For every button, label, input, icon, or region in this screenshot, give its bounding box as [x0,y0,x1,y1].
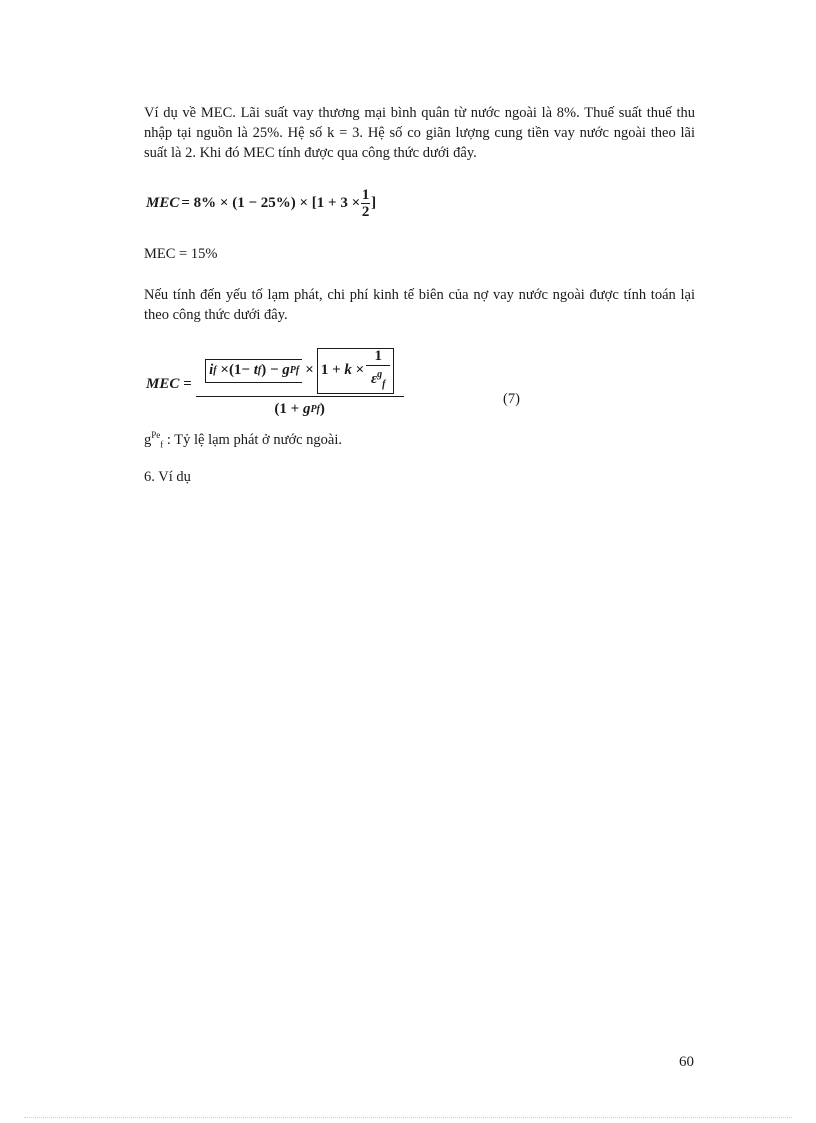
equation2-fraction [196,346,404,423]
def-symbol-sub: f [160,439,164,450]
def-symbol-sup: Pe [151,430,161,440]
section-heading: 6. Ví dụ [144,469,191,485]
equation2-lhs: MEC = [146,375,192,392]
inflation-paragraph: Nếu tính đến yếu tố lạm phát, chi phí kinh tế biên của nợ vay nước ngoài được tính toán lại theo công thức dưới đây. [144,287,695,323]
page-number: 60 [679,1054,694,1070]
equation-body: = 8% × (1 − 25%) × [1 + 3 × [181,194,361,211]
equation-lhs: MEC [146,194,180,211]
equation-close-bracket: ] [371,194,377,211]
inflation-definition [144,430,342,450]
page-bottom-divider [24,1117,792,1118]
equation2-denominator: (1 + g P f ) [274,401,325,417]
mec-inflation-equation [146,344,404,424]
bracket-group-1: i f ×(1− t f ) − g P f [205,359,302,383]
fraction-numerator: 1 [361,186,370,203]
equation-number: (7) [503,391,520,407]
fraction-denominator: 2 [361,203,370,220]
example-paragraph: Ví dụ về MEC. Lãi suất vay thương mại bình quân từ nước ngoài là 8%. Thuế suất thuế thu nhập tại nguồn là 25%. Hệ số k = 3. Hệ số co giãn lượng cung tiền vay nước ngoài theo lãi suất là 2. Khi đó MEC tính được qua công thức dưới đây. [144,105,695,161]
equation2-numerator: i f ×(1− t f ) − g P f × 1 + k × 1 $\varepsilon^g_f$ [205,346,394,396]
mec-result: MEC = 15% [144,246,218,262]
elasticity-fraction: 1 $\varepsilon^g_f$ [366,347,390,394]
mec-equation [146,183,376,223]
def-text: : Tỷ lệ lạm phát ở nước ngoài. [163,431,343,448]
bracket-group-2: 1 + k × 1 $\varepsilon^g_f$ [317,348,394,394]
equation-fraction [361,187,370,220]
def-symbol-g: g [144,431,152,448]
